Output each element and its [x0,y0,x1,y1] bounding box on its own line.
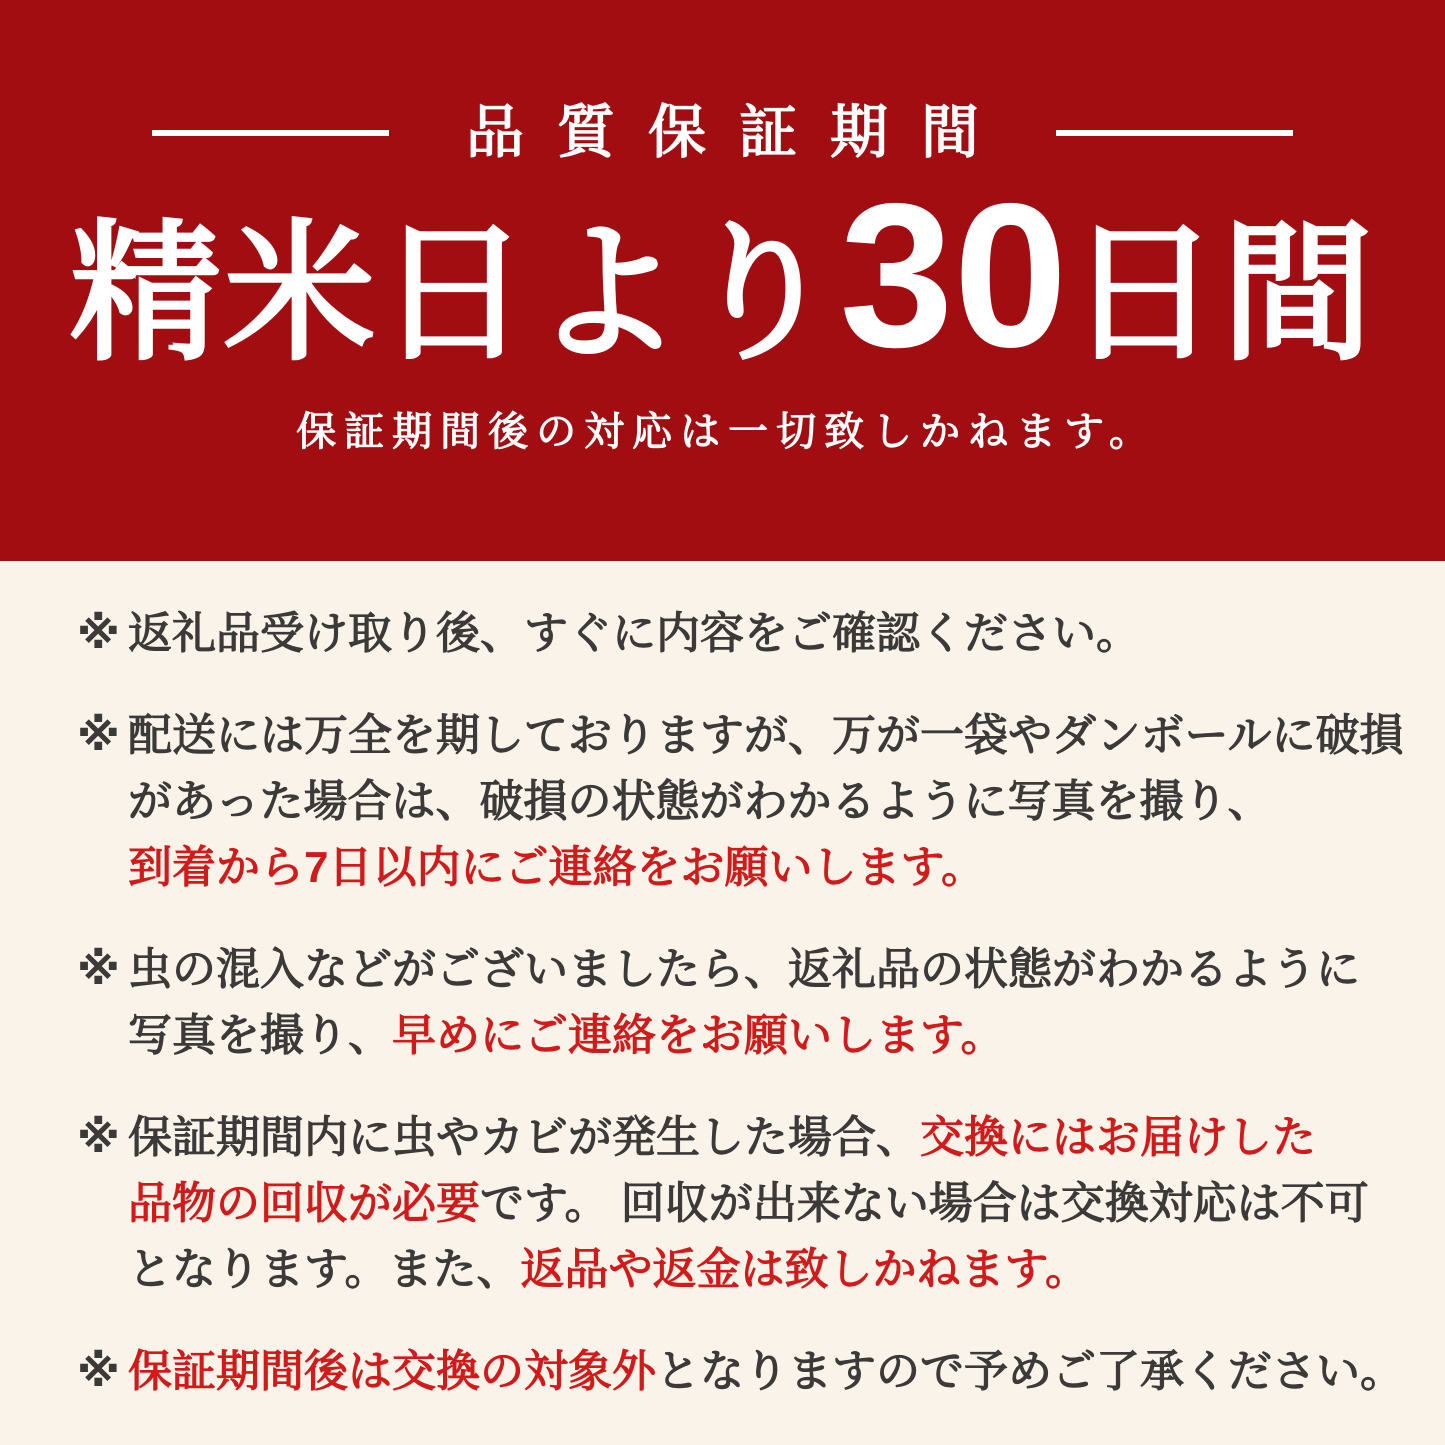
note-text [128,1105,1385,1303]
note-line [128,1003,1385,1069]
note-item [77,1339,1404,1405]
header-rule-left [152,130,389,136]
note-line [128,769,1404,835]
note-segment-highlight: 品物の回収が必要 [128,1179,480,1228]
note-marker: ※ [77,1113,120,1162]
note-text [128,703,1404,901]
note-segment-highlight: 保証期間後は交換の対象外 [128,1347,656,1396]
notes-section [0,561,1445,1445]
note-segment: となります。また、 [128,1245,521,1294]
note-segment: 虫の混入などがございましたら、返礼品の状態がわかるように [128,945,1360,994]
banner-title [0,161,1445,390]
note-segment: 配送には万全を期しておりますが、万が一袋やダンボールに破損 [128,711,1404,760]
note-line [128,601,1385,667]
note-line [128,835,1404,901]
note-line [128,937,1385,1003]
header-rule-right [1056,130,1293,136]
banner-title-suffix: 日間 [1067,209,1376,379]
note-segment-highlight: 到着から7日以内にご連絡をお願いします。 [128,843,985,892]
note-line [128,703,1404,769]
note-item [77,937,1385,1069]
note-segment: となりますので予めご了承ください。 [656,1347,1404,1396]
note-item [77,601,1385,667]
note-marker: ※ [77,711,120,760]
banner-label: 品質保証期間 [465,100,1012,165]
banner-subtitle: 保証期間後の対応は一切致しかねます。 [296,410,1157,454]
note-segment-highlight: 早めにご連絡をお願いします。 [392,1011,1005,1060]
banner-title-number: 30 [839,161,1068,390]
note-segment: があった場合は、破損の状態がわかるように写真を撮り、 [128,777,1272,826]
note-text [128,1339,1404,1405]
note-line [128,1105,1385,1171]
note-line [128,1171,1385,1237]
banner-header [0,96,1445,170]
note-segment: 返礼品受け取り後、すぐに内容をご確認ください。 [128,609,1140,658]
note-marker: ※ [77,945,120,994]
note-line [128,1339,1404,1405]
note-item [77,703,1404,901]
note-segment-highlight: 交換にはお届けした [920,1113,1316,1162]
banner-title-prefix: 精米日より [69,209,840,379]
quality-guarantee-banner [0,0,1445,561]
note-marker: ※ [77,609,120,658]
note-segment: です。 回収が出来ない場合は交換対応は不可 [480,1179,1369,1228]
note-text [128,937,1385,1069]
note-segment: 保証期間内に虫やカビが発生した場合、 [128,1113,920,1162]
note-item [77,1105,1385,1303]
note-segment-highlight: 返品や返金は致しかねます。 [520,1245,1089,1294]
note-segment: 写真を撮り、 [128,1011,392,1060]
note-text [128,601,1385,667]
note-marker: ※ [77,1347,120,1396]
note-line [128,1237,1385,1303]
